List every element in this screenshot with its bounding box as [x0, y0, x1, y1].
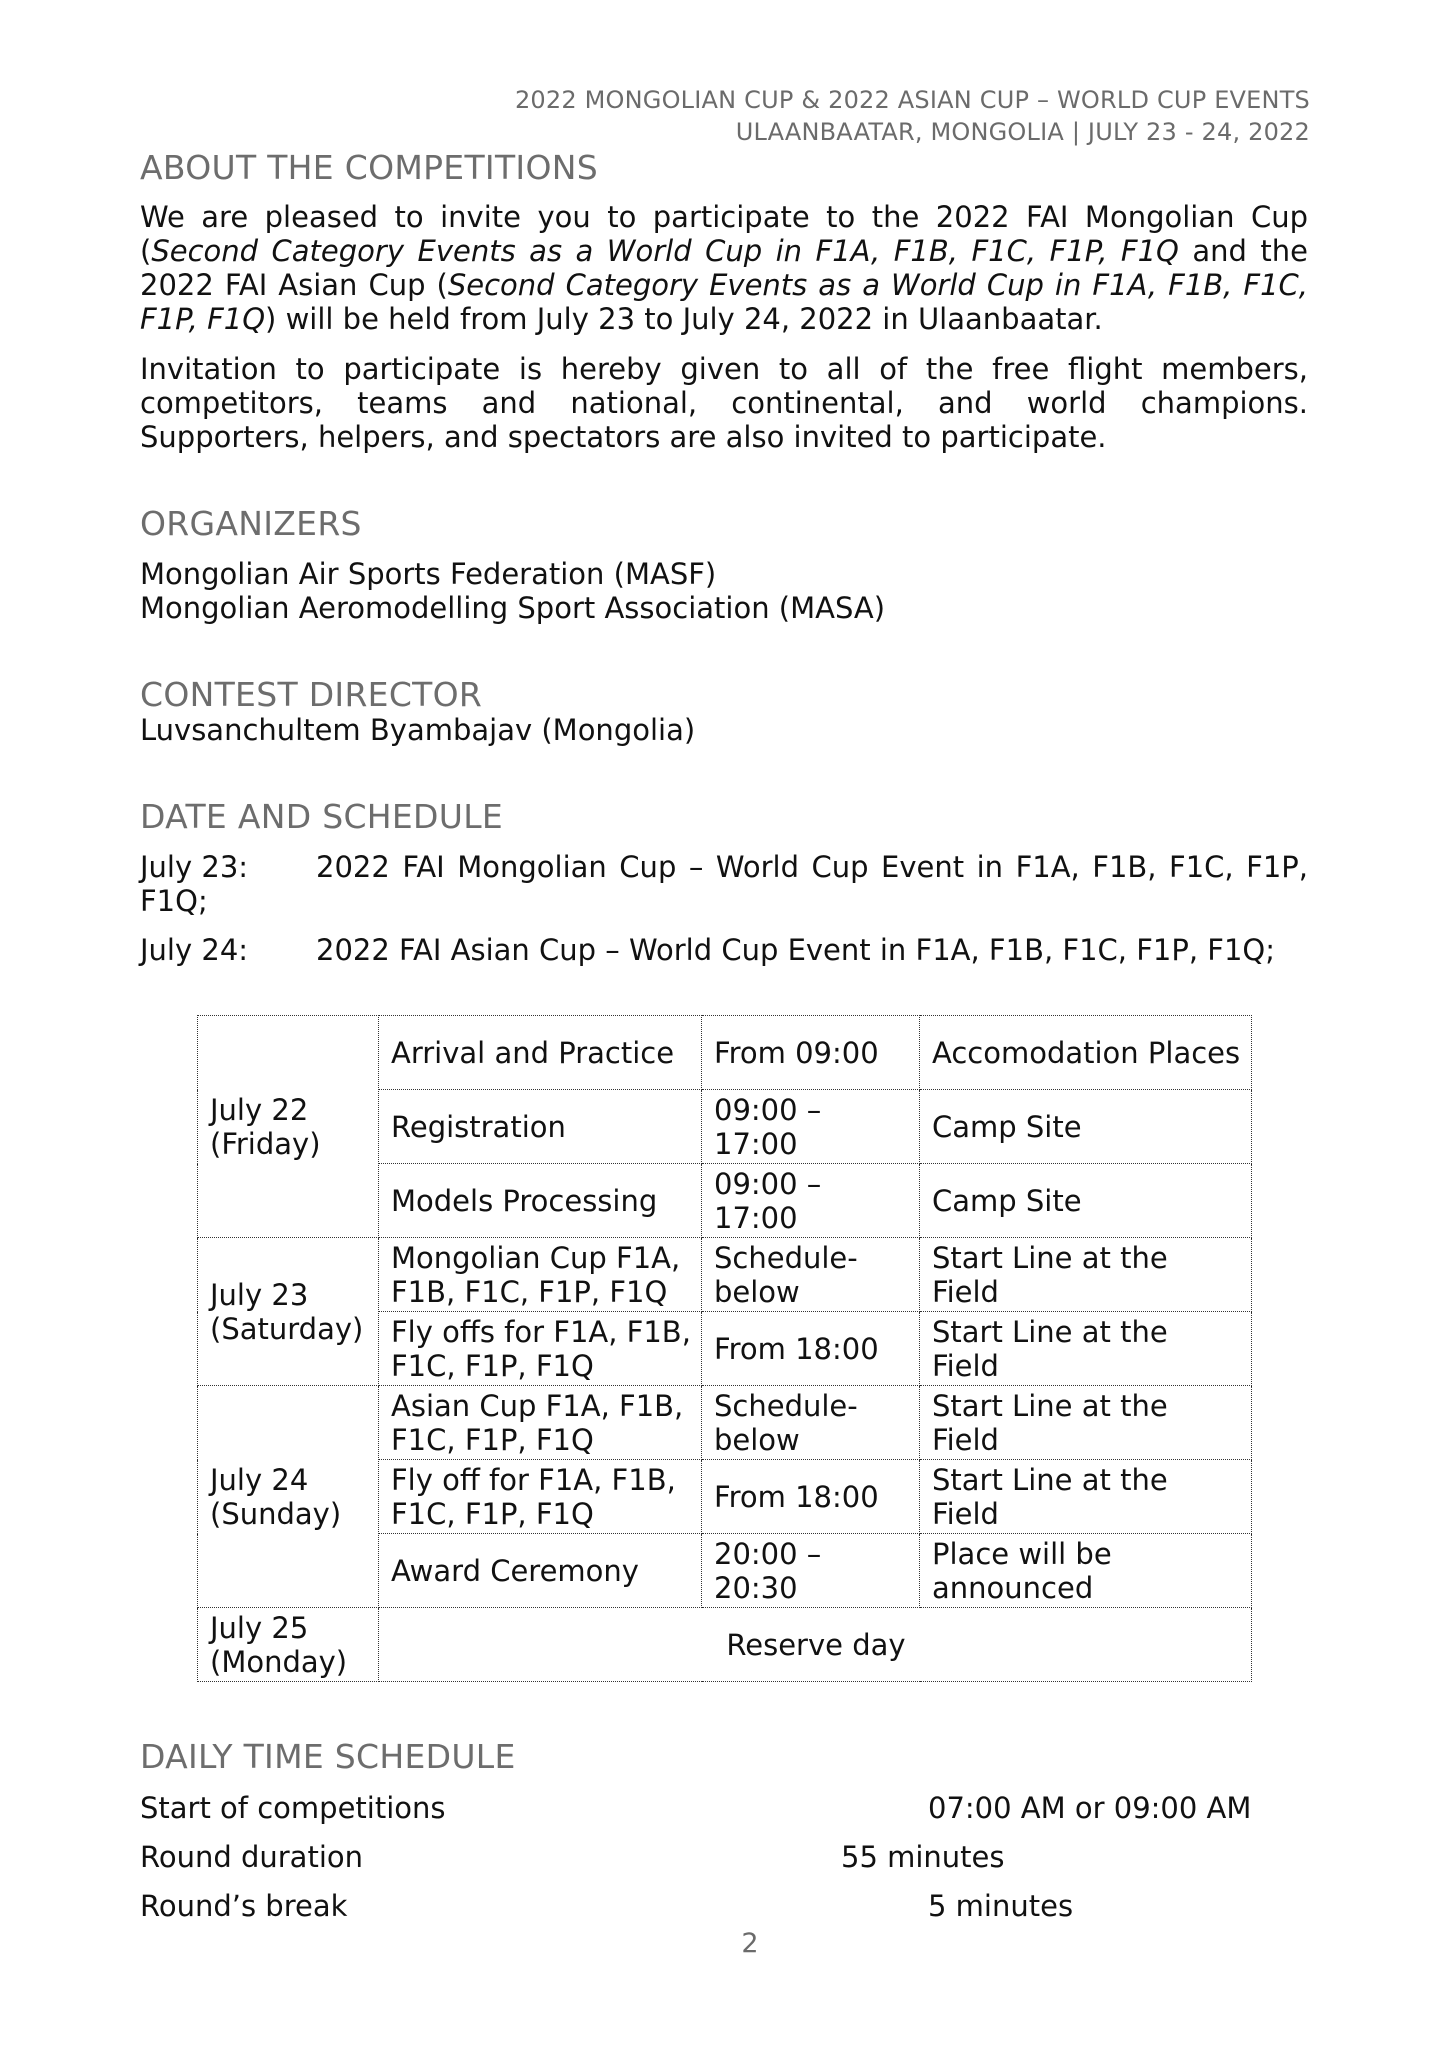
organizers-heading: ORGANIZERS — [140, 504, 362, 543]
table-cell-place: Start Line at the Field — [920, 1386, 1252, 1460]
schedule-table — [197, 1015, 1252, 1682]
organizer-line: Mongolian Air Sports Federation (MASF) — [140, 557, 717, 591]
table-row — [198, 1238, 1252, 1312]
table-cell-place: Place will be announced — [920, 1534, 1252, 1608]
table-cell-place: Camp Site — [920, 1090, 1252, 1164]
table-row — [198, 1608, 1252, 1682]
table-cell-time: 09:00 – 17:00 — [702, 1090, 920, 1164]
table-cell-time: From 18:00 — [702, 1460, 920, 1534]
table-cell-place: Start Line at the Field — [920, 1238, 1252, 1312]
table-cell-time: 20:00 – 20:30 — [702, 1534, 920, 1608]
schedule-day: July 23: — [140, 850, 249, 884]
schedule-line — [140, 933, 1308, 967]
table-cell-place: Camp Site — [920, 1164, 1252, 1238]
running-header-location: ULAANBAATAR, MONGOLIA | JULY 23 - 24, 2022 — [735, 118, 1310, 146]
table-cell-time: From 18:00 — [702, 1312, 920, 1386]
table-cell-event: Models Processing — [379, 1164, 702, 1238]
table-cell-date: July 25 (Monday) — [198, 1608, 379, 1682]
table-cell-event: Award Ceremony — [379, 1534, 702, 1608]
daily-value: 55 minutes — [841, 1840, 1005, 1874]
about-heading: ABOUT THE COMPETITIONS — [140, 148, 598, 187]
schedule-day: July 24: — [140, 933, 249, 967]
table-cell-reserve: Reserve day — [379, 1608, 1252, 1682]
table-cell-place: Start Line at the Field — [920, 1312, 1252, 1386]
about-paragraph-2-line-2: competitors, teams and national, continental, and world champions. — [140, 386, 1308, 420]
schedule-text: 2022 FAI Mongolian Cup – World Cup Event in F1A, F1B, F1C, F1P, — [316, 850, 1308, 884]
about-paragraph-2-line-3: Supporters, helpers, and spectators are also invited to participate. — [140, 420, 1107, 454]
organizer-line: Mongolian Aeromodelling Sport Association (MASA) — [140, 591, 886, 625]
contest-director-heading: CONTEST DIRECTOR — [140, 675, 483, 714]
date-schedule-heading: DATE AND SCHEDULE — [140, 797, 504, 836]
schedule-line — [140, 850, 1308, 918]
about-p1-text-b: Second Category Events as a World Cup in F1A, F1B, F1C, F1P, F1Q — [151, 234, 1179, 268]
daily-value: 5 minutes — [928, 1889, 1074, 1923]
table-row — [198, 1386, 1252, 1460]
about-p1-text-c: and the 2022 FAI Asian Cup ( — [140, 234, 1308, 302]
table-cell-event: Fly off for F1A, F1B, F1C, F1P, F1Q — [379, 1460, 702, 1534]
table-cell-event: Registration — [379, 1090, 702, 1164]
daily-value: 07:00 AM or 09:00 AM — [928, 1791, 1252, 1825]
about-p1-text-a: We are pleased to invite you to participate to the 2022 FAI Mongolian Cup ( — [140, 200, 1308, 268]
table-cell-date: July 23 (Saturday) — [198, 1238, 379, 1386]
schedule-text: 2022 FAI Asian Cup – World Cup Event in F1A, F1B, F1C, F1P, F1Q; — [316, 933, 1275, 967]
table-cell-date: July 22 (Friday) — [198, 1016, 379, 1238]
daily-label: Start of competitions — [140, 1791, 446, 1825]
schedule-text-continued: F1Q; — [140, 884, 208, 918]
about-p1-text-d: Second Category Events as a World Cup in F1A, F1B, F1C, F1P, F1Q — [140, 268, 1309, 336]
about-paragraph-1 — [140, 200, 1308, 336]
running-header-title: 2022 MONGOLIAN CUP & 2022 ASIAN CUP – WORLD CUP EVENTS — [514, 86, 1310, 114]
daily-label: Round’s break — [140, 1889, 348, 1923]
table-cell-place: Accomodation Places — [920, 1016, 1252, 1090]
table-cell-time: Schedule- below — [702, 1238, 920, 1312]
page-number: 2 — [741, 1928, 759, 1959]
about-paragraph-2-line-1: Invitation to participate is hereby given to all of the free flight members, — [140, 352, 1308, 386]
table-cell-time: From 09:00 — [702, 1016, 920, 1090]
about-p1-text-e: ) will be held from July 23 to July 24, 2022 in Ulaanbaatar. — [265, 302, 1103, 336]
table-cell-date: July 24 (Sunday) — [198, 1386, 379, 1608]
table-cell-event: Arrival and Practice — [379, 1016, 702, 1090]
table-row — [198, 1016, 1252, 1090]
table-cell-event: Mongolian Cup F1A, F1B, F1C, F1P, F1Q — [379, 1238, 702, 1312]
table-cell-place: Start Line at the Field — [920, 1460, 1252, 1534]
table-cell-event: Asian Cup F1A, F1B, F1C, F1P, F1Q — [379, 1386, 702, 1460]
table-cell-time: Schedule- below — [702, 1386, 920, 1460]
table-cell-time: 09:00 – 17:00 — [702, 1164, 920, 1238]
daily-schedule-heading: DAILY TIME SCHEDULE — [140, 1737, 516, 1776]
table-cell-event: Fly offs for F1A, F1B, F1C, F1P, F1Q — [379, 1312, 702, 1386]
daily-label: Round duration — [140, 1840, 364, 1874]
contest-director-name: Luvsanchultem Byambajav (Mongolia) — [140, 713, 696, 747]
